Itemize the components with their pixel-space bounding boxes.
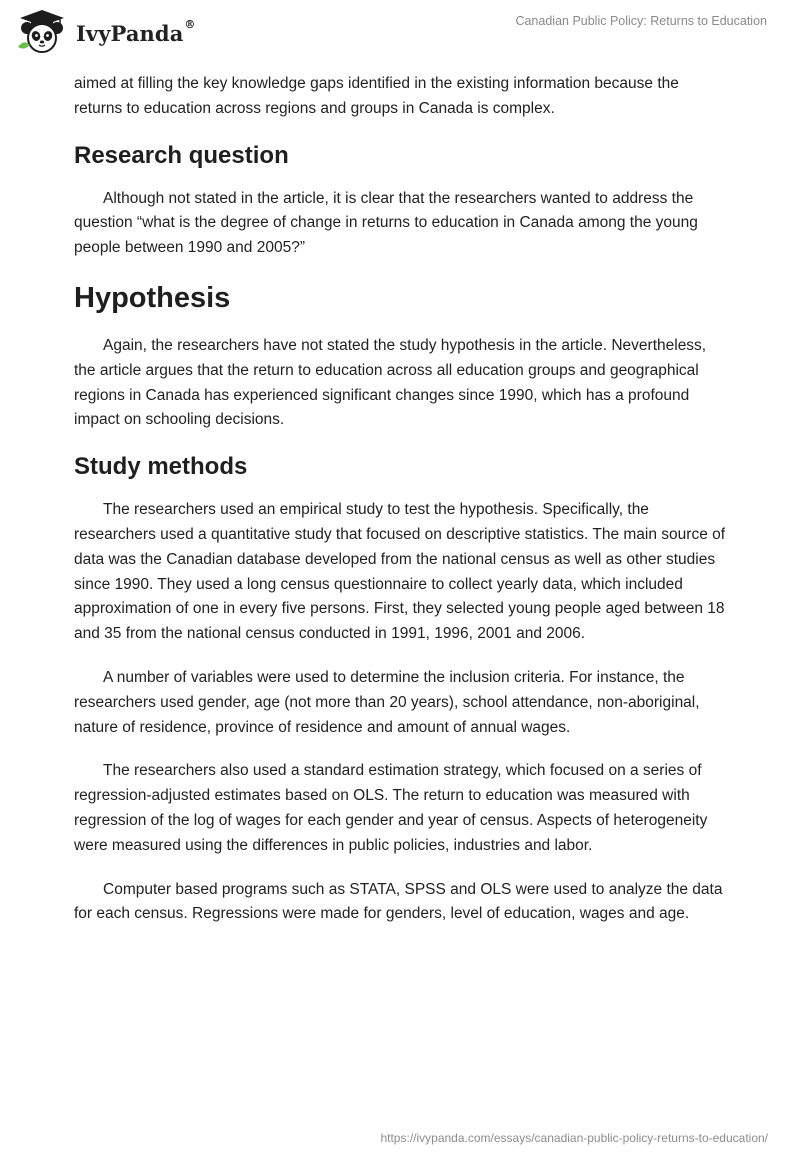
logo-text <box>76 17 196 46</box>
running-title: Canadian Public Policy: Returns to Education <box>515 14 767 28</box>
hypothesis-heading: Hypothesis <box>74 281 231 314</box>
source-url-link[interactable]: https://ivypanda.com/essays/canadian-public-policy-returns-to-education/ <box>380 1131 768 1145</box>
ivypanda-logo[interactable] <box>14 9 196 55</box>
research-question-heading: Research question <box>74 141 289 169</box>
intro-paragraph: aimed at filling the key knowledge gaps identified in the existing information because the returns to education across regions and groups in Canada is complex. <box>74 75 679 117</box>
study-methods-paragraph: A number of variables were used to determine the inclusion criteria. For instance, the researchers used gender, age (not more than 20 years), school attendance, non-aboriginal, nature of residence, province of residence and amount of annual wages. <box>74 668 700 736</box>
study-methods-paragraph: The researchers used an empirical study to test the hypothesis. Specifically, the researchers used a quantitative study that focused on descriptive statistics. The main source of data was the Canadian database developed from the national census as well as other studies since 1990. They used a long census questionnaire to collect yearly data, which included approximation of one in every five persons. First, they selected young people aged between 18 and 35 from the national census conducted in 1991, 1996, 2001 and 2006. <box>74 501 726 643</box>
panda-graduate-icon <box>14 9 70 55</box>
page-header <box>0 0 800 62</box>
essay-body <box>74 72 728 946</box>
study-methods-paragraph: The researchers also used a standard estimation strategy, which focused on a series of regression-adjusted estimates based on OLS. The return to education was measured with regression of the log of wages for each gender and year of census. Aspects of heterogeneity were measured using the differences in public policies, industries and labor. <box>74 762 708 854</box>
logo-wordmark: IvyPanda <box>76 20 184 46</box>
hypothesis-paragraph: Again, the researchers have not stated the study hypothesis in the article. Nevertheless, the article argues that the return to education across all education groups and geographical regions in Canada has experienced significant changes since 1990, which has a profound impact on schooling decisions. <box>74 336 707 429</box>
study-methods-heading: Study methods <box>74 453 248 481</box>
study-methods-paragraph: Computer based programs such as STATA, SPSS and OLS were used to analyze the data for each census. Regressions were made for genders, level of education, wages and age. <box>74 880 723 923</box>
registered-mark: ® <box>184 17 196 31</box>
research-question-paragraph: Although not stated in the article, it is clear that the researchers wanted to address the question “what is the degree of change in returns to education in Canada among the young people between 1990 and 2005?” <box>74 189 698 257</box>
